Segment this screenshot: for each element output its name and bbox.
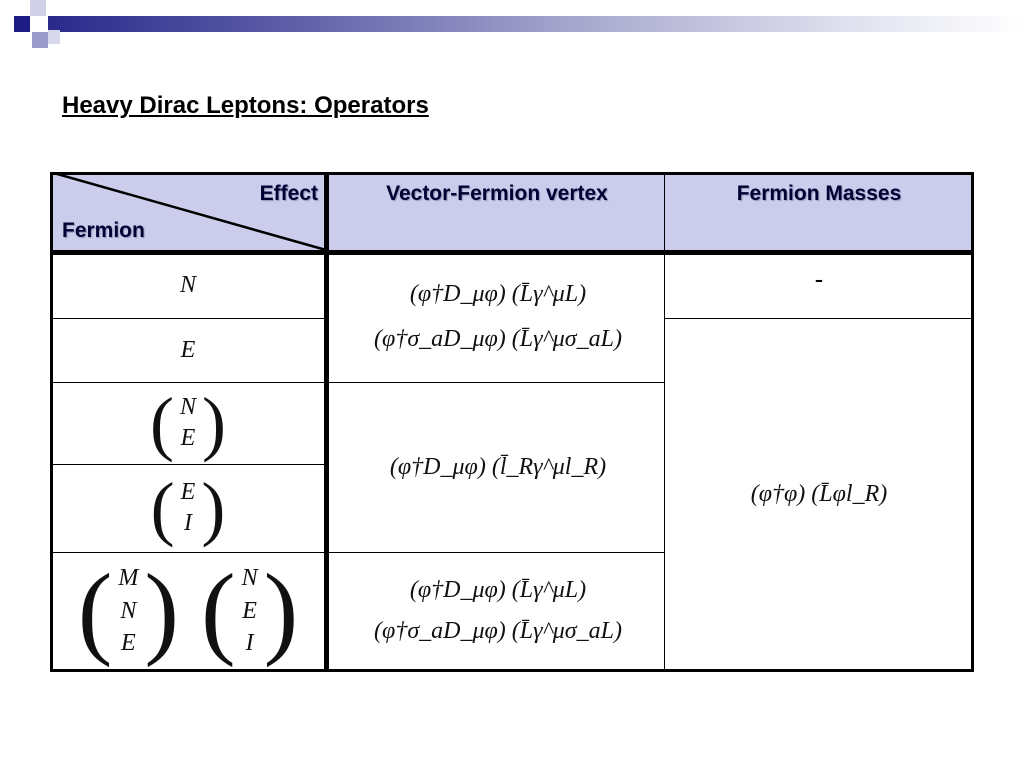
column-divider <box>324 172 329 672</box>
table-row <box>50 552 326 670</box>
decor-square <box>48 30 60 44</box>
column-header-vertex: Vector-Fermion vertex <box>386 182 608 205</box>
table-row <box>50 382 326 464</box>
mass-cell <box>666 252 972 318</box>
vertex-cell <box>330 252 666 382</box>
fermion-symbol: E <box>242 597 257 624</box>
fermion-symbol: I <box>183 510 192 536</box>
operator-formula: (φ†φ) (L̄φl_R) <box>750 480 888 507</box>
table-row <box>50 318 326 382</box>
slide-title: Heavy Dirac Leptons: Operators <box>62 92 429 119</box>
decor-square <box>14 16 30 32</box>
column-header-masses: Fermion Masses <box>736 182 902 205</box>
header-decoration <box>0 0 1024 62</box>
row-divider <box>50 382 326 383</box>
row-divider <box>664 318 972 319</box>
header-divider <box>50 250 974 255</box>
row-divider <box>326 552 664 553</box>
table-border <box>50 172 53 672</box>
vertex-cell <box>330 552 666 670</box>
operator-formula: (φ†D_μφ) (l̄_Rγ^μl_R) <box>389 453 607 480</box>
fermion-symbol: N <box>179 271 196 298</box>
row-divider <box>50 318 326 319</box>
mass-value: - <box>814 264 824 294</box>
fermion-symbol: N <box>179 393 196 420</box>
row-divider <box>50 464 326 465</box>
operator-formula: (φ†D_μφ) (L̄γ^μL) <box>409 281 587 307</box>
fermion-symbol: M <box>118 565 139 592</box>
row-divider <box>326 382 664 383</box>
operator-formula: (φ†σ_aD_μφ) (L̄γ^μσ_aL) <box>374 326 622 352</box>
fermion-triplet: ( M N E ) <box>77 553 179 668</box>
fermion-symbol: E <box>180 478 196 505</box>
fermion-symbol: E <box>180 425 196 451</box>
decor-square <box>48 0 64 16</box>
fermion-symbol: N <box>120 597 137 624</box>
fermion-doublet: ( E I ) <box>150 468 226 548</box>
table-row <box>50 464 326 552</box>
table-border <box>50 172 974 175</box>
decor-square <box>32 32 48 48</box>
table-row <box>50 252 326 318</box>
header-gradient-bar <box>48 16 1024 32</box>
row-divider <box>50 552 326 553</box>
mass-cell <box>666 318 972 670</box>
fermion-symbol: N <box>241 565 258 592</box>
corner-label-fermion: Fermion <box>62 219 145 242</box>
operator-formula: (φ†D_μφ) (L̄γ^μL) <box>409 577 587 603</box>
fermion-symbol: E <box>180 336 196 363</box>
fermion-symbol: E <box>121 630 136 657</box>
table-border <box>50 669 974 672</box>
column-divider <box>664 172 665 672</box>
decor-square <box>30 0 46 16</box>
operator-formula: (φ†σ_aD_μφ) (L̄γ^μσ_aL) <box>374 618 622 644</box>
corner-label-effect: Effect <box>259 182 318 205</box>
fermion-doublet: ( N E ) <box>150 383 226 463</box>
fermion-symbol: I <box>245 630 254 657</box>
table-border <box>971 172 974 672</box>
operators-table <box>50 172 974 672</box>
fermion-triplet: ( N E I ) <box>200 553 299 668</box>
vertex-cell <box>330 382 666 552</box>
